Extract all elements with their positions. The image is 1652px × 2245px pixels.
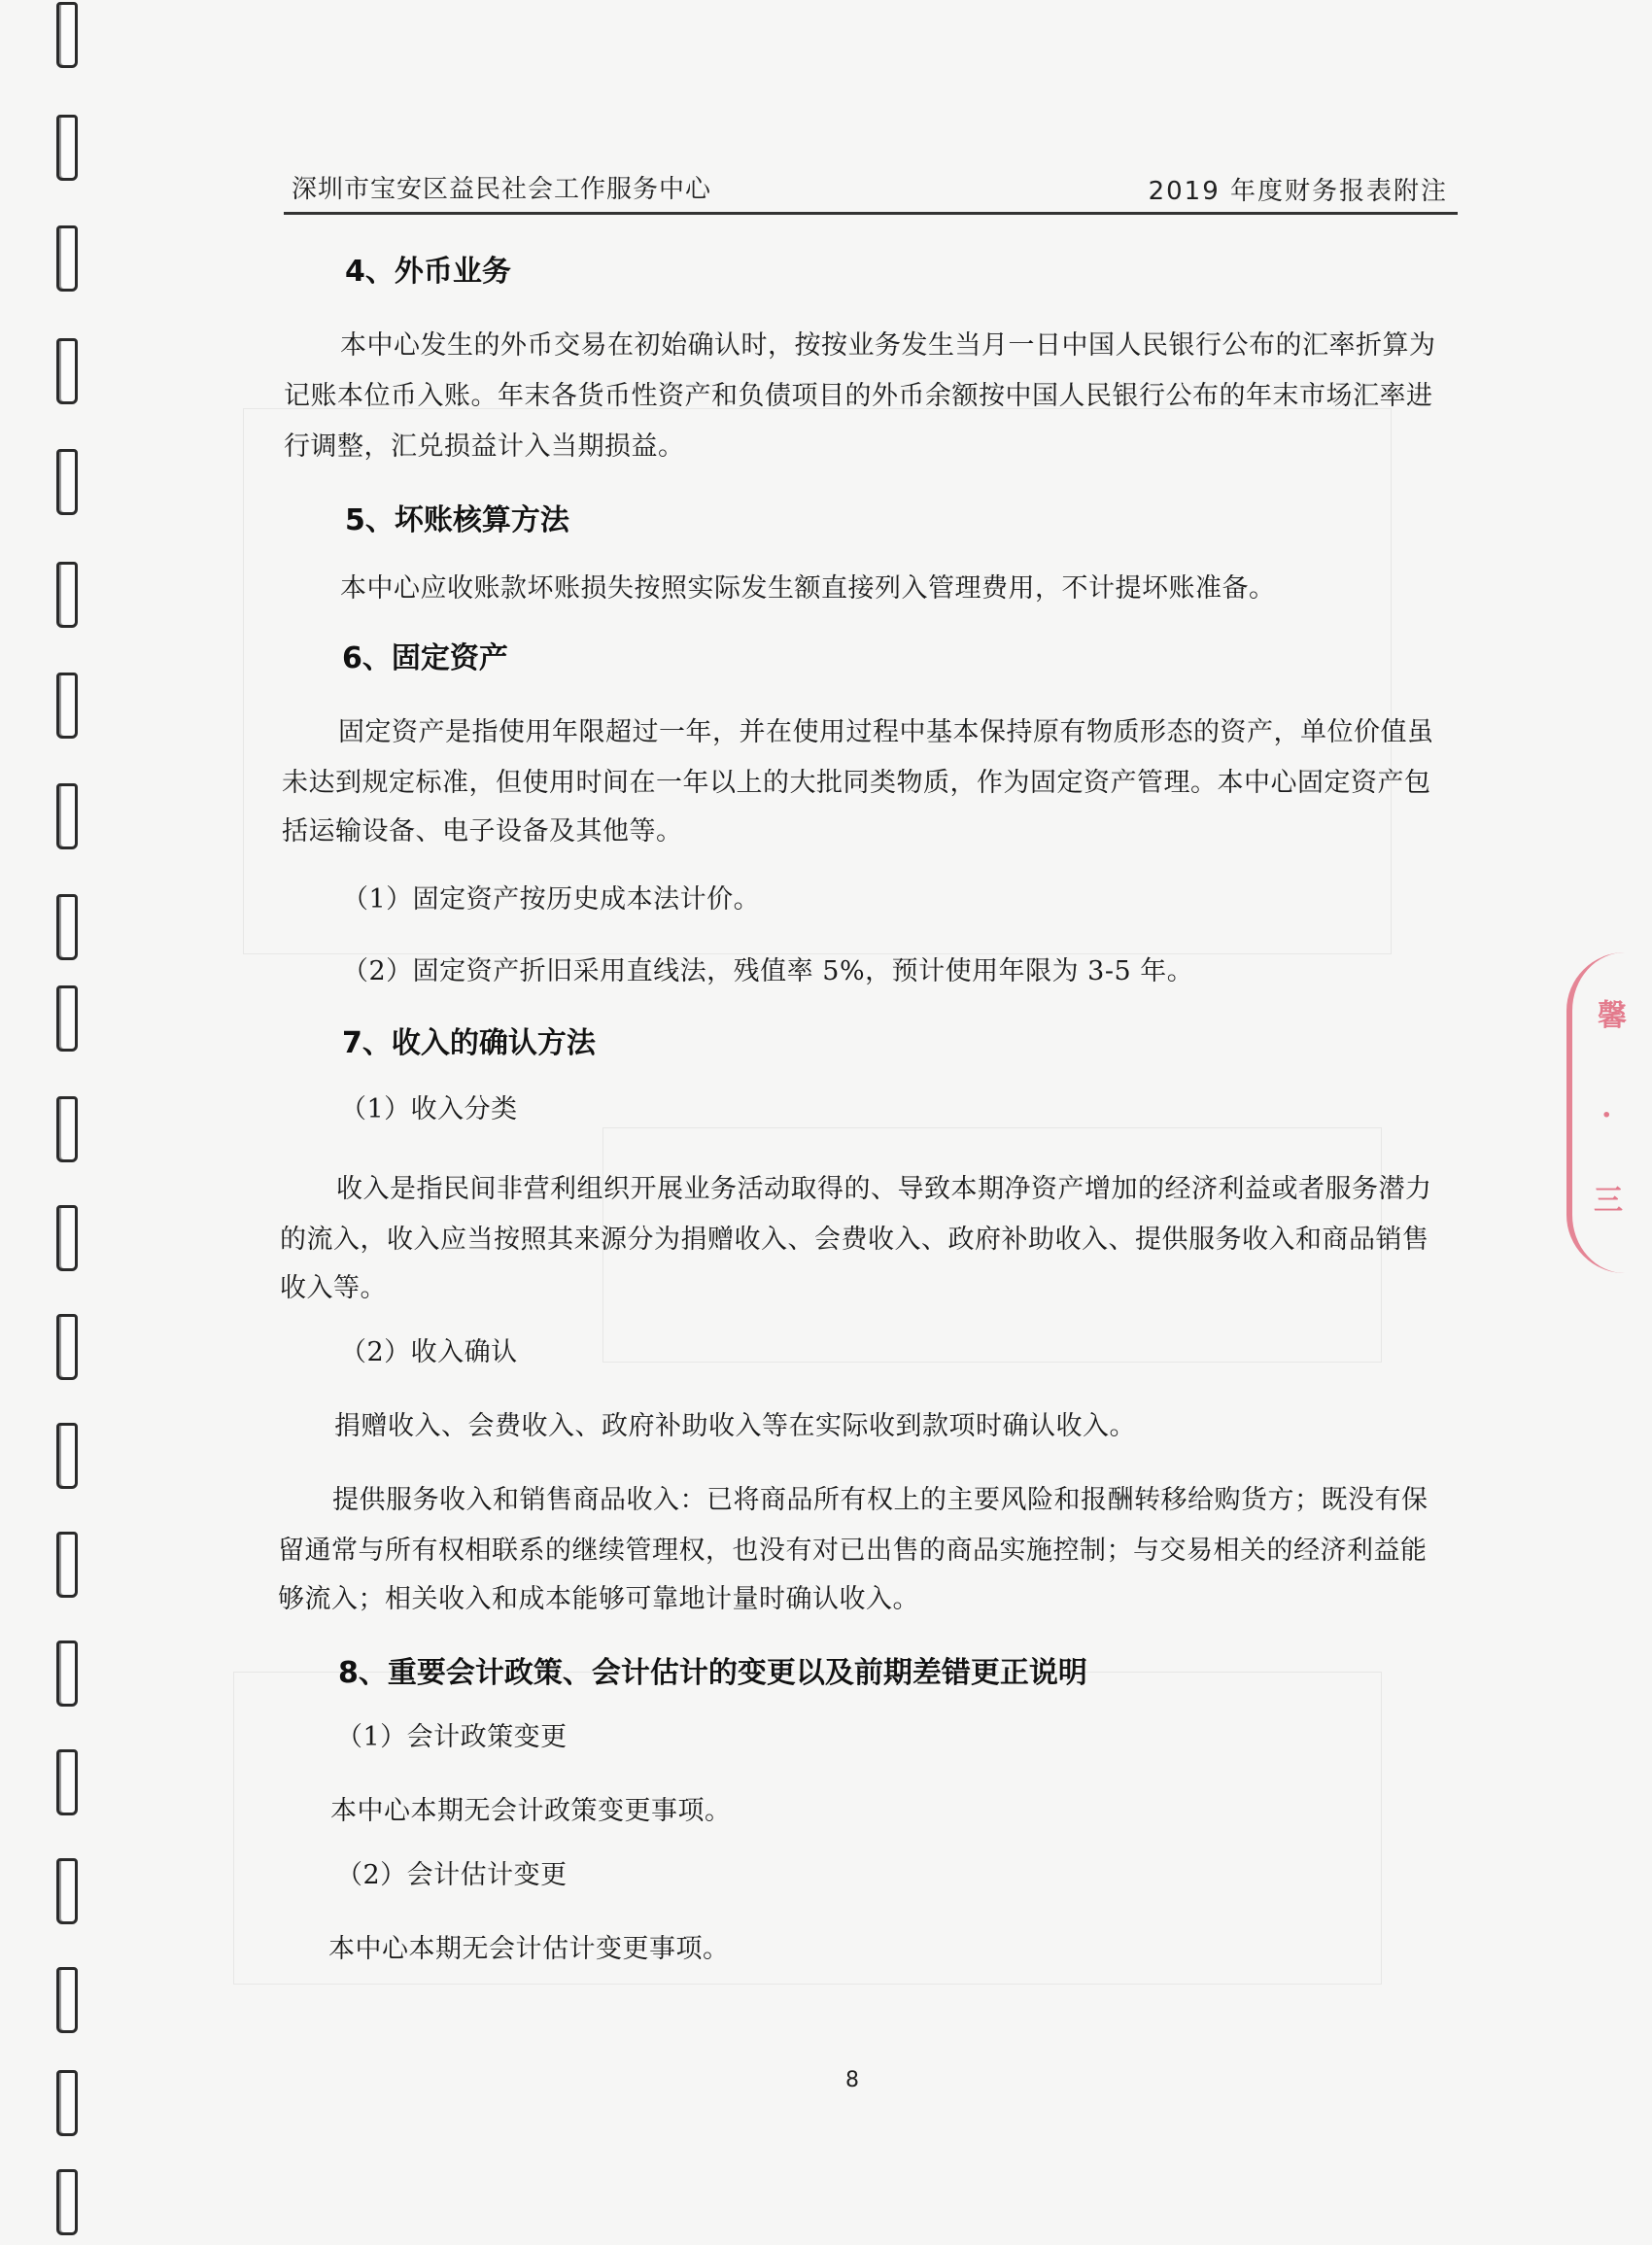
- subsection-heading: （2）会计估计变更: [336, 1860, 568, 1890]
- binder-hole: [56, 1858, 78, 1924]
- paragraph-line: 未达到规定标准，但使用时间在一年以上的大批同类物质，作为固定资产管理。本中心固定资产包: [282, 768, 1431, 798]
- binder-hole: [56, 783, 78, 849]
- list-item: （2）固定资产折旧采用直线法，残值率 5%，预计使用年限为 3-5 年。: [342, 956, 1194, 986]
- binder-hole: [56, 2169, 78, 2235]
- subsection-heading: （1）会计政策变更: [336, 1722, 568, 1752]
- binder-hole: [56, 673, 78, 739]
- section-heading: 4、外币业务: [345, 255, 511, 289]
- section-heading: 8、重要会计政策、会计估计的变更以及前期差错更正说明: [338, 1656, 1087, 1690]
- binder-hole: [56, 2, 78, 68]
- binder-hole: [56, 1532, 78, 1598]
- paragraph-line: 本中心本期无会计估计变更事项。: [328, 1934, 730, 1964]
- paragraph-line: 够流入；相关收入和成本能够可靠地计量时确认收入。: [278, 1584, 919, 1614]
- section-heading: 7、收入的确认方法: [342, 1026, 596, 1060]
- binder-hole: [56, 2070, 78, 2136]
- paragraph-line: 的流入，收入应当按照其来源分为捐赠收入、会费收入、政府补助收入、提供服务收入和商品销售: [280, 1225, 1429, 1255]
- binder-hole: [56, 985, 78, 1052]
- subsection-heading: （1）收入分类: [340, 1094, 518, 1124]
- section-heading: 6、固定资产: [342, 641, 508, 675]
- binder-hole: [56, 115, 78, 181]
- binder-holes: [56, 0, 86, 2245]
- paragraph-line: 收入等。: [280, 1273, 387, 1303]
- binder-hole: [56, 1423, 78, 1489]
- red-seal-stamp-partial: 馨 · 三: [1566, 952, 1650, 1273]
- binder-hole: [56, 1096, 78, 1162]
- binder-hole: [56, 225, 78, 292]
- binder-hole: [56, 449, 78, 515]
- paragraph-line: 行调整，汇兑损益计入当期损益。: [284, 432, 685, 462]
- binder-hole: [56, 1641, 78, 1707]
- header-organization: 深圳市宝安区益民社会工作服务中心: [292, 175, 712, 204]
- binder-hole: [56, 338, 78, 404]
- paragraph-line: 本中心应收账款坏账损失按照实际发生额直接列入管理费用，不计提坏账准备。: [340, 573, 1276, 604]
- paragraph-line: 括运输设备、电子设备及其他等。: [282, 816, 683, 846]
- header-report-title: 2019 年度财务报表附注: [1148, 177, 1448, 206]
- binder-hole: [56, 894, 78, 960]
- subsection-heading: （2）收入确认: [340, 1337, 518, 1367]
- binder-hole: [56, 1314, 78, 1380]
- binder-hole: [56, 1967, 78, 2033]
- paragraph-line: 提供服务收入和销售商品收入：已将商品所有权上的主要风险和报酬转移给购货方；既没有保: [332, 1485, 1428, 1515]
- binder-hole: [56, 562, 78, 628]
- paragraph-line: 收入是指民间非营利组织开展业务活动取得的、导致本期净资产增加的经济利益或者服务潜力: [336, 1174, 1432, 1204]
- paragraph-line: 记账本位币入账。年末各货币性资产和负债项目的外币余额按中国人民银行公布的年末市场汇率进: [284, 381, 1433, 411]
- paragraph-line: 捐赠收入、会费收入、政府补助收入等在实际收到款项时确认收入。: [334, 1411, 1136, 1441]
- binder-hole: [56, 1205, 78, 1271]
- section-heading: 5、坏账核算方法: [345, 503, 569, 537]
- paragraph-line: 固定资产是指使用年限超过一年，并在使用过程中基本保持原有物质形态的资产，单位价值虽: [338, 717, 1434, 747]
- page-number: 8: [845, 2068, 859, 2092]
- binder-hole: [56, 1749, 78, 1815]
- bleed-through-table: [243, 408, 1392, 954]
- paragraph-line: 本中心本期无会计政策变更事项。: [330, 1796, 732, 1826]
- page-header: [284, 163, 1458, 215]
- paragraph-line: 本中心发生的外币交易在初始确认时，按按业务发生当月一日中国人民银行公布的汇率折算为: [340, 330, 1436, 361]
- paragraph-line: 留通常与所有权相联系的继续管理权，也没有对已出售的商品实施控制；与交易相关的经济利益能: [278, 1536, 1428, 1566]
- list-item: （1）固定资产按历史成本法计价。: [342, 884, 761, 915]
